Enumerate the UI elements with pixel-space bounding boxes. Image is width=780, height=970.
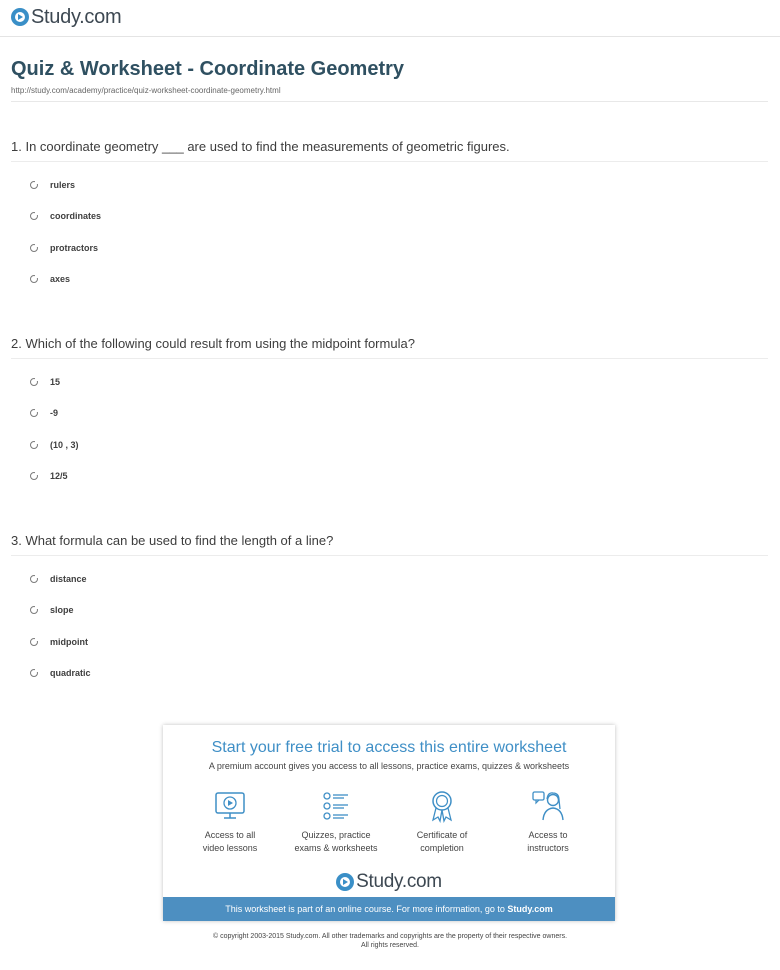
- radio-button-icon[interactable]: [30, 212, 38, 220]
- instructor-icon: [531, 789, 565, 823]
- radio-button-icon[interactable]: [30, 181, 38, 189]
- radio-button-icon[interactable]: [30, 638, 38, 646]
- question-divider: [11, 358, 768, 359]
- feature-label-line1: Access to all: [204, 830, 256, 840]
- radio-button-icon[interactable]: [30, 244, 38, 252]
- choice-label: midpoint: [50, 637, 88, 647]
- free-trial-promo[interactable]: [163, 725, 615, 921]
- feature-label-line2: instructors: [527, 843, 569, 853]
- question-text: 3. What formula can be used to find the length of a line?: [11, 533, 334, 548]
- question-divider: [11, 555, 768, 556]
- copyright-footer: [0, 932, 780, 950]
- video-lesson-icon: [213, 789, 247, 823]
- choice-label: rulers: [50, 180, 76, 190]
- certificate-icon: [425, 789, 459, 823]
- radio-button-icon[interactable]: [30, 409, 38, 417]
- choice-label: coordinates: [50, 211, 102, 221]
- promo-title[interactable]: Start your free trial to access this entire worksheet: [211, 739, 567, 756]
- radio-button-icon[interactable]: [30, 441, 38, 449]
- question-text: 2. Which of the following could result from using the midpoint formula?: [11, 336, 415, 351]
- feature-video-lessons: [180, 789, 280, 855]
- page-url: http://study.com/academy/practice/quiz-worksheet-coordinate-geometry.html: [11, 86, 281, 95]
- question-divider: [11, 161, 768, 162]
- feature-instructors: [498, 789, 598, 855]
- choice-option[interactable]: [30, 469, 68, 483]
- choice-option[interactable]: [30, 635, 88, 649]
- page-title: Quiz & Worksheet - Coordinate Geometry: [11, 58, 405, 80]
- feature-label-line1: Certificate of: [416, 830, 468, 840]
- feature-certificate: [392, 789, 492, 855]
- choice-label: distance: [50, 574, 87, 584]
- play-circle-icon: [11, 8, 29, 26]
- choice-option[interactable]: [30, 241, 98, 255]
- choice-label: axes: [50, 274, 71, 284]
- choice-option[interactable]: [30, 438, 79, 452]
- feature-label-line2: completion: [420, 843, 464, 853]
- radio-button-icon[interactable]: [30, 275, 38, 283]
- choice-label: 15: [50, 377, 61, 387]
- radio-button-icon[interactable]: [30, 669, 38, 677]
- radio-button-icon[interactable]: [30, 606, 38, 614]
- feature-label-line1: Quizzes, practice: [301, 830, 371, 840]
- logo-text: Study.com: [31, 5, 122, 28]
- promo-logo-text: Study.com: [356, 871, 442, 892]
- choice-label: slope: [50, 605, 74, 615]
- choice-option[interactable]: [30, 272, 70, 286]
- choice-option[interactable]: [30, 603, 74, 617]
- radio-button-icon[interactable]: [30, 472, 38, 480]
- feature-label-line2: exams & worksheets: [294, 843, 378, 853]
- study-logo[interactable]: [11, 6, 121, 28]
- choice-label: 12/5: [50, 471, 68, 481]
- feature-quizzes: [286, 789, 386, 855]
- promo-info-bar[interactable]: [163, 897, 615, 921]
- radio-button-icon[interactable]: [30, 378, 38, 386]
- study-link[interactable]: Study.com: [507, 904, 553, 914]
- promo-bar-text: This worksheet is part of an online course. For more information, go to: [225, 904, 508, 914]
- choice-label: -9: [50, 408, 59, 418]
- choice-option[interactable]: [30, 666, 91, 680]
- header-divider: [0, 36, 780, 37]
- radio-button-icon[interactable]: [30, 575, 38, 583]
- quiz-list-icon: [319, 789, 353, 823]
- question-text: 1. In coordinate geometry ___ are used to find the measurements of geometric figures.: [11, 139, 510, 154]
- choice-label: quadratic: [50, 668, 91, 678]
- feature-label-line2: video lessons: [202, 843, 258, 853]
- choice-option[interactable]: [30, 375, 60, 389]
- choice-option[interactable]: [30, 209, 101, 223]
- question-3: [11, 533, 768, 556]
- rights-line: All rights reserved.: [361, 942, 419, 949]
- promo-logo[interactable]: [163, 871, 615, 893]
- play-circle-icon: [336, 873, 354, 891]
- choice-label: (10 , 3): [50, 440, 79, 450]
- url-divider: [11, 101, 768, 102]
- promo-subtitle: A premium account gives you access to all lessons, practice exams, quizzes & worksheets: [208, 761, 570, 771]
- question-1: [11, 139, 768, 162]
- question-2: [11, 336, 768, 359]
- choice-label: protractors: [50, 243, 99, 253]
- copyright-line: © copyright 2003-2015 Study.com. All other trademarks and copyrights are the property of their respective owners.: [212, 933, 568, 940]
- feature-label-line1: Access to: [528, 830, 568, 840]
- choice-option[interactable]: [30, 406, 58, 420]
- choice-option[interactable]: [30, 178, 75, 192]
- choice-option[interactable]: [30, 572, 87, 586]
